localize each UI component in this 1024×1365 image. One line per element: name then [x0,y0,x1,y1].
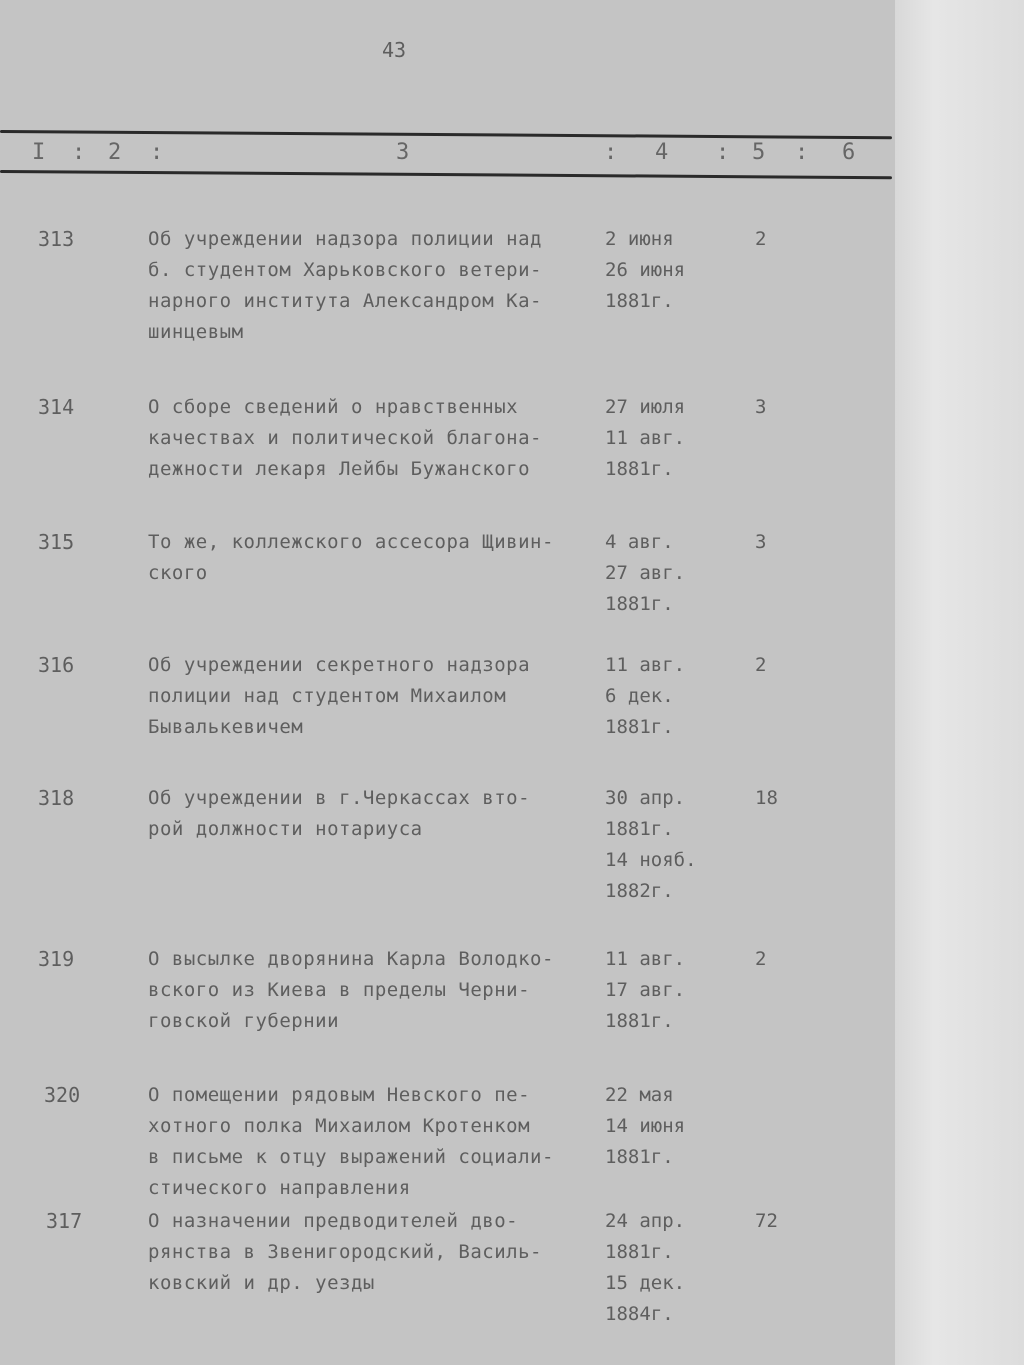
date-line: 2 июня [605,228,674,250]
col-2: 2 [108,140,122,165]
title-line: качествах и политической благона- [148,427,542,449]
entry-number: 317 [46,1209,83,1233]
entry-number: 315 [38,530,75,554]
date-line: 14 нояб. [605,849,697,871]
title-line: О помещении рядовым Невского пе- [148,1084,531,1106]
sep: : [795,140,809,165]
sheet-count: 3 [755,396,767,418]
entry-number: 320 [44,1083,81,1107]
date-line: 11 авг. [605,654,686,676]
entry-number: 314 [38,395,75,419]
date-line: 27 июля [605,396,686,418]
title-line: То же, коллежского ассесора Щивин- [148,531,554,553]
title-line: О назначении предводителей дво- [148,1210,519,1232]
entry-dates [605,527,685,620]
date-line: 1881г. [605,290,674,312]
title-line: ковский и др. уезды [148,1272,375,1294]
sheet-count: 2 [755,654,767,676]
sep: : [150,140,164,165]
title-line: говской губернии [148,1010,340,1032]
date-line: 1881г. [605,1010,674,1032]
sep: : [716,140,730,165]
date-line: 11 авг. [605,948,686,970]
entry-dates [605,1206,685,1330]
title-line: Об учреждении секретного надзора [148,654,531,676]
date-line: 1881г. [605,458,674,480]
date-line: 1881г. [605,716,674,738]
date-line: 26 июня [605,259,686,281]
title-line: О высылке дворянина Карла Володко- [148,948,554,970]
page-number: 43 [382,38,407,62]
sheet-count: 72 [755,1210,778,1232]
page-edge [895,0,1024,1365]
title-line: вского из Киева в пределы Черни- [148,979,531,1001]
title-line: шинцевым [148,321,244,343]
entry-dates [605,650,685,743]
sheet-count: 2 [755,228,767,250]
col-1: I [32,140,46,165]
title-line: рянства в Звенигородский, Василь- [148,1241,542,1263]
date-line: 17 авг. [605,979,686,1001]
title-line: в письме к отцу выражений социали- [148,1146,554,1168]
entry-dates [605,224,685,317]
sheet-count: 3 [755,531,767,553]
date-line: 27 авг. [605,562,686,584]
entry-title [148,944,554,1037]
col-6: 6 [842,140,856,165]
title-line: нарного института Александром Ка- [148,290,542,312]
entry-title [148,224,542,348]
col-5: 5 [752,140,766,165]
sep: : [604,140,618,165]
col-4: 4 [655,140,669,165]
entry-number: 316 [38,653,75,677]
title-line: рой должности нотариуса [148,818,423,840]
sheet-count: 2 [755,948,767,970]
date-line: 1881г. [605,593,674,615]
title-line: дежности лекаря Лейбы Бужанского [148,458,531,480]
title-line: стического направления [148,1177,411,1199]
sep: : [72,140,86,165]
date-line: 1884г. [605,1303,674,1325]
entry-title [148,783,530,845]
date-line: 15 дек. [605,1272,686,1294]
entry-number: 319 [38,947,75,971]
title-line: б. студентом Харьковского ветери- [148,259,542,281]
entry-title [148,1206,542,1299]
title-line: О сборе сведений о нравственных [148,396,519,418]
title-line: Об учреждении надзора полиции над [148,228,542,250]
sheet-count: 18 [755,787,778,809]
date-line: 4 авг. [605,531,674,553]
entry-dates [605,783,697,907]
title-line: Бывалькевичем [148,716,304,738]
date-line: 1881г. [605,818,674,840]
entry-dates [605,944,685,1037]
date-line: 30 апр. [605,787,686,809]
entry-title [148,527,554,589]
entry-title [148,650,530,743]
entry-number: 313 [38,227,75,251]
date-line: 6 дек. [605,685,674,707]
header-bottom-rule [0,170,892,179]
date-line: 1882г. [605,880,674,902]
entry-number: 318 [38,786,75,810]
header-top-rule [0,130,892,139]
date-line: 11 авг. [605,427,686,449]
date-line: 24 апр. [605,1210,686,1232]
entry-title [148,1080,554,1204]
date-line: 1881г. [605,1146,674,1168]
title-line: полиции над студентом Михаилом [148,685,507,707]
entry-title [148,392,542,485]
title-line: хотного полка Михаилом Кротенком [148,1115,531,1137]
entry-dates [605,392,685,485]
entry-dates [605,1080,685,1173]
date-line: 1881г. [605,1241,674,1263]
title-line: ского [148,562,208,584]
date-line: 14 июня [605,1115,686,1137]
col-3: 3 [396,140,410,165]
title-line: Об учреждении в г.Черкассах вто- [148,787,531,809]
date-line: 22 мая [605,1084,674,1106]
